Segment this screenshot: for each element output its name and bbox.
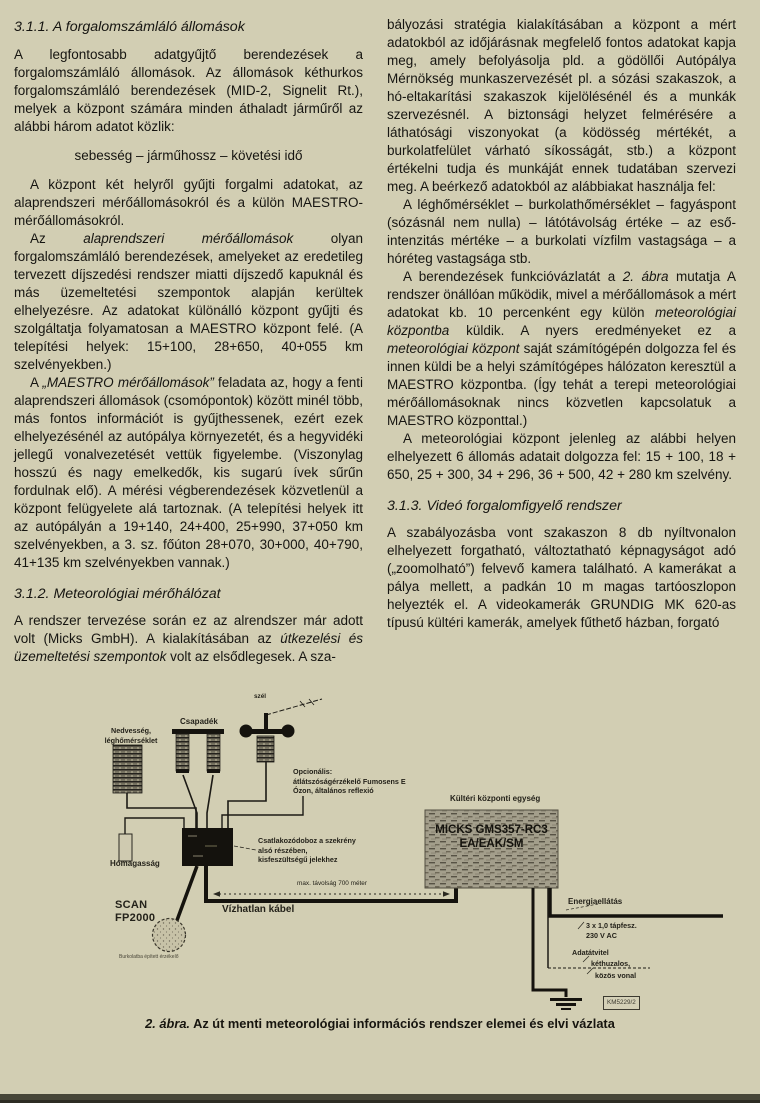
optional-sensor-label [293,767,406,796]
caption-text: Az út menti meteorológiai információs rendszer elemei és elvi vázlata [190,1016,615,1031]
paragraph-maestro-stations [14,374,363,572]
wind-vane-icon [228,699,322,828]
rain-gauge-icon [172,729,224,828]
stamp-label: KM5229/2 [603,996,640,1010]
paragraph-two-sources: A központ két helyről gyűjti forgalmi adatokat, az alaprendszeri mérőállomásokról és a külön MAESTRO-mérőállomásokról. [14,177,363,228]
speed-values-line: sebesség – járműhossz – követési idő [74,148,303,163]
text-run: A berendezések funkcióvázlatát a [403,269,623,284]
text-run: küldik. A nyers eredményeket ez a [449,323,736,338]
text-run: saját számítógépén dolgozza fel és innen küldi be a helyi számítógépes hálózaton keresztül a MAESTRO központba. (Így tehát a terepi meteorológiai mérőállomásoknak nincs közvetlen kapcsolatuk a MAESTRO központtal.) [387,341,736,428]
figure-diagram [0,693,760,1015]
scan-sensor-label [115,899,155,924]
text-run-italic: alaprendszeri mérőállomások [83,231,294,246]
cable-distance-label: max. távolság 700 méter [297,880,367,887]
snow-depth-label: Hómagasság [110,859,160,868]
text-run-italic: útkezelési és üzemeltetési szempontok [14,631,363,664]
text-run: olyan forgalomszámláló berendezések, amelyeket az eredetileg tervezett díjszedési rendszer miatti díjszedő kapuknál és más üzemeltetési szempontok alapján kerültek elhelyezésre. Az adatokat különálló központ gyűjti és szolgáltatja folyamatosan a MAESTRO központ felé. (A telepítési helyek: 15+100, 28+650, 40+055 km szelvényekben.) [14,231,363,372]
text-run: mutatja A rendszer önállóan működik, mivel a mérőállomások a mért adatokat kb. 10 percenként egy külön [387,269,736,320]
power-supply-detail [586,921,637,940]
rain-gauge-label: Csapadék [180,717,218,726]
text-run: Az [30,231,84,246]
text-run: 230 V AC [586,930,617,940]
text-run: A [30,375,43,390]
data-transfer-label: Adatátvitel [572,948,609,957]
power-supply-label: Energiaellátás [568,897,623,906]
text-run: Csatlakozódoboz a szekrény [258,836,356,845]
data-transfer-detail-1: kéthuzalos, [591,959,631,968]
text-run: alsó részében, [258,845,308,855]
paragraph-strategy: bályozási stratégia kialakításában a központ a mért adatokból az időjárásnak megfelelő fontos adatokat kapja meg, amely befolyásolja pld. a gödöllői Autópálya Mérnökség munkaszervezését pl. a sózási szakaszok, a hó-eltakarítási szakaszok kijelölésénél és a munkák szervezésnél. A biztonsági helyzet felmérésére a láthatósági viszonyokat (a ködösség mértékét, a burkolatfelület várható síkosságát, stb.) a központ értékelni tudja és munkáját ennek tudatában szervezi meg. A beérkező adatokból az alábbiakat használja fel: [387,17,736,194]
paragraph-base-system [14,230,363,374]
junction-box-icon [182,828,256,866]
text-run: feladata az, hogy a fenti alaprendszeri állomások (csomópontok) között minél több, más fontos információt is gyűjthessenek, ezért ezek elhelyezésénél az autópálya környezetét, és a hegyvidéki jellegű vonalvezetését vettük figyelembe. (Viszonylag hosszú és nagy emelkedők, kis sugarú ívek sűrűn fordulnak elő). A mérési végberendezések közvetlenül a központ felügyelete alá tartoznak. (A telepítési helyek itt az autópályán a 19+140, 24+400, 25+990, 37+050 km szelvényekben, a 3. sz. főúton 28+070, 30+000, 40+790, 41+135 km szelvényekben vannak.) [14,375,363,570]
paragraph-meteo-intro [14,612,363,666]
right-column [387,16,736,688]
text-run: volt az elsődlegesek. A sza- [166,649,336,664]
data-transfer-detail-2: közös vonal [595,971,637,980]
text-run: Ózon, általános reflexió [293,786,374,795]
text-run-italic: 2. ábra [622,269,669,284]
paragraph-video-system: A szabályozásba vont szakaszon 8 db nyíltvonalon elhelyezett forgatható, változtatható képnagyságot adó („zoomolható”) felvevő kamera található. A kamerákat a pálya mellett, a padkán 10 m magas tartóoszlopon helyezték el. A videokamerák GRUNDIG MK 620-as típusú kültéri kamerák, amelyek fűthető házban, forgató [387,525,736,630]
paragraph-six-stations: A meteorológiai központ jelenleg az alábbi helyen elhelyezett 6 állomás adatait dolgozza fel: 15 + 100, 18 + 650, 25 + 300, 34 + 296, 36 + 500, 42 + 280 km szelvény. [387,431,736,482]
text-run: léghőmérséklet [104,735,158,745]
humidity-sensor-label [96,726,166,745]
text-run: átlátszóságérzékelő Fumosens E [293,776,406,786]
text-run: SCAN [115,899,148,911]
text-run: FP2000 [115,911,156,924]
wind-label: szél [254,693,267,700]
scan-edge-strip [0,1094,760,1103]
junction-box-label [258,836,356,865]
outdoor-unit-model [425,823,558,851]
text-run: Opcionális: [293,767,333,776]
paragraph-measured-values: A léghőmérséklet – burkolathőmérséklet – fagyáspont (sózásnál nem nulla) – látótávolság értéke – az eső-intenzitás mértéke – a burkolati vízfilm vastagsága – a hóréteg vastagsága stb. [387,197,736,266]
caption-number: 2. ábra. [145,1016,190,1031]
text-run: EA/EAK/SM [459,838,524,850]
paragraph-meteo-center [387,268,736,430]
waterproof-cable-label: Vízhatlan kábel [222,904,295,915]
scan-sensor-note: Burkolatba épített érzékelő [119,954,179,960]
text-run: kisfeszültségű jelekhez [258,855,338,864]
heading-3-1-2: 3.1.2. Meteorológiai mérőhálózat [14,586,221,602]
heading-3-1-1: 3.1.1. A forgalomszámláló állomások [14,19,245,35]
text-run-italic: meteorológiai központba [387,305,736,338]
text-run-italic: meteorológiai központ [387,341,520,356]
road-sensor-icon [153,866,198,952]
left-column [14,16,363,688]
text-run: MICKS GMS357-RC3 [435,824,548,836]
snow-depth-sensor-icon [119,818,184,861]
paragraph-counting-stations: A legfontosabb adatgyűjtő berendezések a forgalomszámláló állomások. Az állomások kéthurkos forgalomszámláló berendezések (MID-2, Signelit Rt.), melyek a központ számára minden áthaladt járműről az alábbi három adatot közlik: [14,47,363,134]
heading-3-1-3: 3.1.3. Videó forgalomfigyelő rendszer [387,498,622,514]
outdoor-unit-title: Kültéri központi egység [450,794,541,803]
text-run: Nedvesség, [111,726,151,735]
text-run: 3 x 1,0 tápfesz. [586,921,637,930]
text-run: A rendszer tervezése során ez az alrendszer már adott volt (Micks GmbH). A kialakításában az [14,613,363,646]
figure-caption [0,1016,760,1031]
text-run-italic: „MAESTRO mérőállomások” [42,375,214,390]
